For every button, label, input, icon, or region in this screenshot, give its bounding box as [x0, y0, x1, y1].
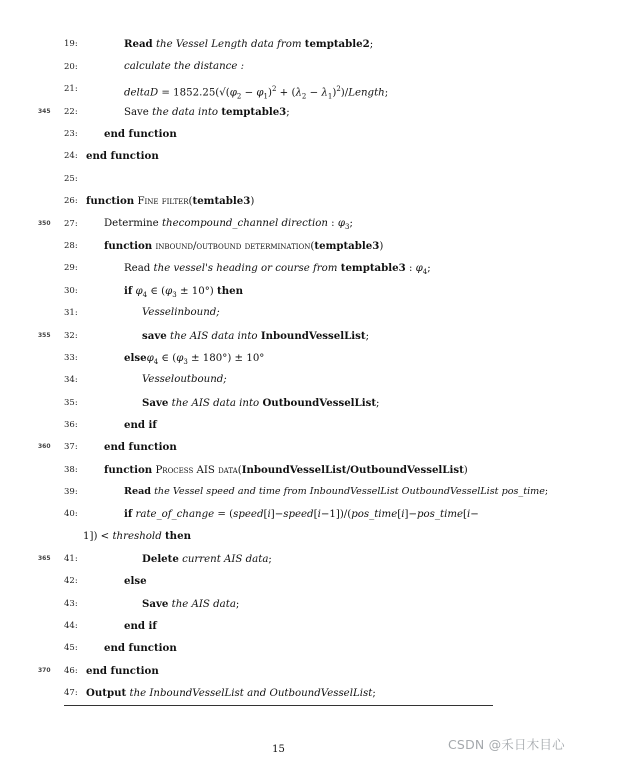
line-text: function Process AIS data(InboundVesselList/OutboundVesselList) [104, 464, 468, 476]
line-text: Read the Vessel speed and time from InboundVesselList OutboundVesselList pos_time; [124, 486, 549, 497]
algorithm-line [0, 438, 618, 456]
algorithm-line [0, 416, 618, 434]
line-text: else [124, 575, 147, 587]
algorithm-line [0, 58, 618, 76]
line-number: 42: [64, 576, 78, 586]
line-number: 25: [64, 174, 78, 184]
algorithm-line [0, 461, 618, 479]
page-number: 15 [272, 744, 285, 755]
line-text: Determine thecompound_channel direction : $\varphi_3$; [104, 218, 353, 232]
line-text: Vesseloutbound; [142, 374, 227, 385]
margin-line-number: 345 [38, 108, 51, 115]
algorithm-line [0, 147, 618, 165]
line-text: end function [104, 441, 177, 453]
algorithm-line [0, 371, 618, 389]
line-text: Save the AIS data into OutboundVesselList; [142, 397, 380, 409]
line-text: end if [124, 419, 157, 431]
line-number: 19: [64, 39, 78, 49]
line-number: 36: [64, 420, 78, 430]
line-text: deltaD = $1852.25(√(\varphi_2 - \varphi_1)^2 + (\lambda_2$ − $\lambda_1)^2$)/Length; [124, 85, 389, 101]
algorithm-line [0, 639, 618, 657]
line-number: 24: [64, 151, 78, 161]
line-text: Output the InboundVesselList and OutboundVesselList; [86, 687, 376, 699]
algorithm-line [0, 349, 618, 367]
algorithm-line [0, 684, 618, 702]
line-text: end function [104, 642, 177, 654]
line-number: 44: [64, 621, 78, 631]
line-number: 32: [64, 331, 78, 341]
line-number: 27: [64, 219, 78, 229]
line-number: 37: [64, 442, 78, 452]
algorithm-line [0, 103, 618, 121]
line-number: 28: [64, 241, 78, 251]
line-number: 38: [64, 465, 78, 475]
line-continuation: 1]) < threshold then [83, 530, 191, 542]
line-text: Delete current AIS data; [142, 553, 272, 565]
algorithm-line [0, 572, 618, 590]
line-text: end function [86, 665, 159, 677]
algorithm-line [0, 662, 618, 680]
line-text: calculate the distance : [124, 61, 245, 72]
algorithm-line [0, 215, 618, 233]
line-number: 40: [64, 509, 78, 519]
line-number: 21: [64, 84, 78, 94]
line-text: Save the data into temptable3; [124, 106, 290, 118]
line-number: 31: [64, 308, 78, 318]
algorithm-line [0, 304, 618, 322]
algorithm-line [0, 170, 618, 188]
margin-line-number: 365 [38, 555, 51, 562]
algorithm-line [0, 35, 618, 53]
line-number: 46: [64, 666, 78, 676]
line-number: 39: [64, 487, 78, 497]
line-number: 35: [64, 398, 78, 408]
line-number: 20: [64, 62, 78, 72]
algorithm-line [0, 617, 618, 635]
algorithm-line [0, 237, 618, 255]
line-number: 34: [64, 375, 78, 385]
margin-line-number: 355 [38, 332, 51, 339]
algorithm-line [0, 483, 618, 501]
algorithm-line [0, 125, 618, 143]
line-text: end function [104, 128, 177, 140]
algorithm-line [0, 80, 618, 101]
line-number: 26: [64, 196, 78, 206]
algorithm-line [0, 550, 618, 568]
margin-line-number: 350 [38, 220, 51, 227]
line-text: Read the vessel's heading or course from temptable3 : $\varphi_4$; [124, 262, 431, 277]
algorithm-line [0, 259, 618, 277]
line-number: 29: [64, 263, 78, 273]
algorithm-line [0, 394, 618, 412]
watermark: CSDN @禾日木目心 [448, 737, 565, 752]
line-number: 43: [64, 599, 78, 609]
algorithm-line [0, 505, 618, 523]
algorithm-line [0, 327, 618, 345]
line-text: save the AIS data into InboundVesselList; [142, 330, 370, 342]
algorithm-bottom-rule [64, 705, 493, 706]
line-text: if rate_of_change = (speed[i]−speed[i−1])/(pos_time[i]−pos_time[i− [124, 508, 479, 520]
line-number: 22: [64, 107, 78, 117]
algorithm-line [0, 282, 618, 300]
line-text: Vesselinbound; [142, 307, 220, 318]
line-text: Save the AIS data; [142, 598, 240, 610]
line-text: elseφ$_4$ ∈ $(\varphi_3 \pm 180^\circ) \pm 10^\circ$ [124, 352, 265, 367]
algorithm-line [0, 192, 618, 210]
margin-line-number: 370 [38, 667, 51, 674]
algorithm-line [0, 595, 618, 613]
line-number: 23: [64, 129, 78, 139]
line-text: Read the Vessel Length data from temptable2; [124, 38, 374, 50]
line-number: 41: [64, 554, 78, 564]
line-text: end if [124, 620, 157, 632]
line-text: if $\varphi_4$ ∈ $(\varphi_3 \pm 10^\circ)$ then [124, 285, 244, 300]
line-number: 30: [64, 286, 78, 296]
line-number: 45: [64, 643, 78, 653]
line-number: 47: [64, 688, 78, 698]
line-text: function inbound/outbound determination(temptable3) [104, 240, 384, 252]
margin-line-number: 360 [38, 443, 51, 450]
line-text: end function [86, 150, 159, 162]
line-number: 33: [64, 353, 78, 363]
line-text: function Fine filter(temtable3) [86, 195, 255, 207]
